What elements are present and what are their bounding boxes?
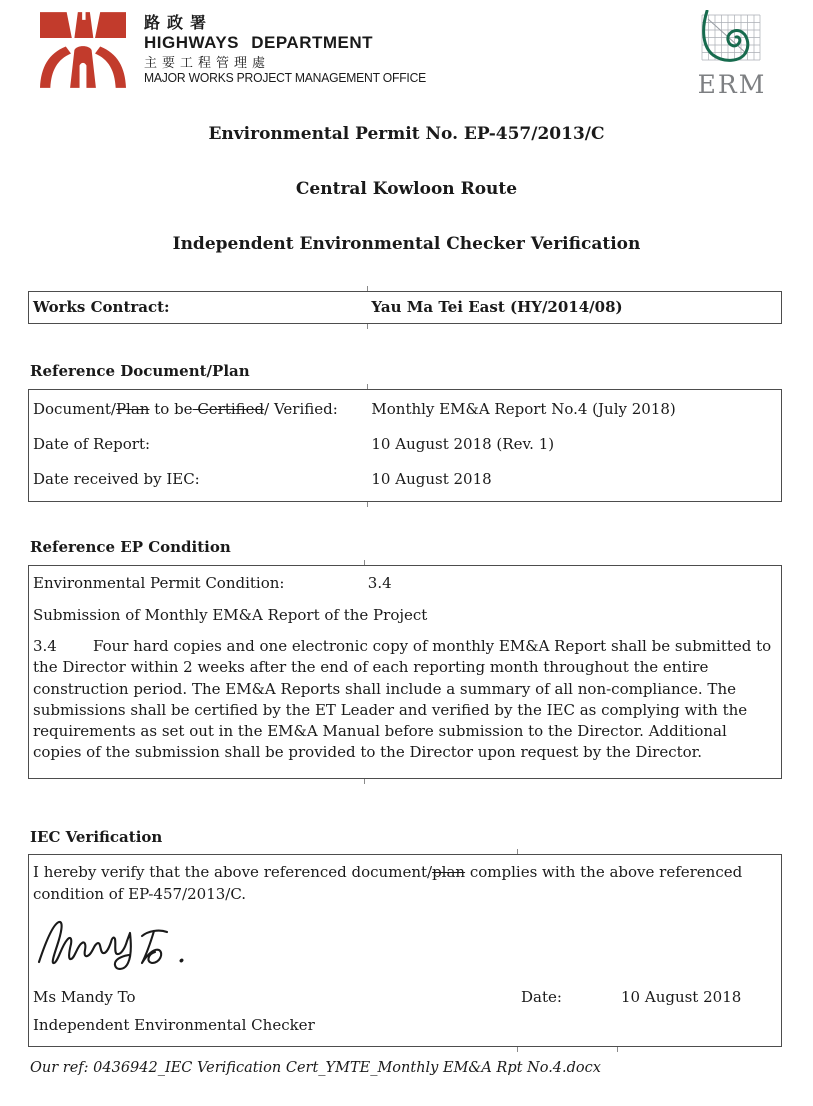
cell-divider-tick <box>617 1047 618 1052</box>
cell-divider-tick <box>517 849 518 854</box>
struck-word: Certified <box>192 400 265 418</box>
office-name-english: MAJOR WORKS PROJECT MANAGEMENT OFFICE <box>144 71 427 86</box>
date-received-label: Date received by IEC: <box>33 470 200 488</box>
verification-statement <box>29 862 773 906</box>
dept-name-chinese: 路政署 <box>144 15 214 32</box>
signatory-name: Ms Mandy To <box>33 988 136 1007</box>
cell-divider-tick <box>367 502 368 507</box>
cell-divider-tick <box>367 286 368 291</box>
ep-clause-text: Four hard copies and one electronic copy of monthly EM&A Report shall be submitted to the Director within 2 weeks after the end of each reporting month throughout the entire construction period. The EM&A Reports shall include a summary of all non-compliance. The submissions shall be certified by the ET Leader and verified by the IEC as complying with the requirements as set out in the EM&A Manual before submission to the Director. Additional copies of the submission shall be provided to the Director upon request by the Director. <box>33 637 772 762</box>
ep-condition-box <box>28 565 782 779</box>
label-text: Document/ <box>33 400 116 418</box>
label-text: to be <box>149 400 193 418</box>
iec-verification-heading: IEC Verification <box>30 827 163 846</box>
signature-image <box>35 914 225 974</box>
iec-verification-box <box>28 854 782 1048</box>
document-verified-row <box>29 392 781 427</box>
ep-condition-value: 3.4 <box>367 574 392 592</box>
erm-logo-text: ERM <box>697 70 767 99</box>
permit-number-title: Environmental Permit No. EP-457/2013/C <box>208 124 605 144</box>
document-verified-label <box>29 400 367 418</box>
struck-word: plan <box>432 862 466 881</box>
date-of-report-row <box>29 427 781 462</box>
signatory-title: Independent Environmental Checker <box>33 1016 315 1035</box>
date-value: 10 August 2018 <box>621 988 742 1007</box>
ep-clause-paragraph <box>29 636 773 764</box>
letterhead <box>0 0 813 98</box>
date-of-report-value: 10 August 2018 (Rev. 1) <box>371 435 555 453</box>
date-of-report-label: Date of Report: <box>33 435 151 453</box>
reference-document-table <box>28 389 782 502</box>
reference-document-heading: Reference Document/Plan <box>30 362 250 380</box>
signature-row <box>29 988 773 1009</box>
cell-divider-tick <box>364 560 365 565</box>
project-title: Central Kowloon Route <box>295 179 518 199</box>
department-name-block <box>144 8 435 92</box>
erm-logo-graphic-icon <box>697 10 767 66</box>
statement-text: I hereby verify that the above referenced document/ <box>33 862 433 881</box>
cell-divider-tick <box>364 779 365 784</box>
erm-logo <box>695 10 769 97</box>
works-contract-row <box>29 292 781 323</box>
ep-condition-row <box>29 574 773 592</box>
ep-condition-label: Environmental Permit Condition: <box>33 574 285 592</box>
works-contract-value: Yau Ma Tei East (HY/2014/08) <box>371 298 623 316</box>
struck-word: Plan <box>115 400 150 418</box>
cell-divider-tick <box>367 324 368 329</box>
reference-ep-heading: Reference EP Condition <box>30 538 231 556</box>
highways-department-block <box>40 8 435 92</box>
date-received-row <box>29 462 781 497</box>
cell-divider-tick <box>367 384 368 389</box>
office-name-chinese: 主要工程管理處 <box>144 54 271 70</box>
works-contract-table <box>28 291 782 324</box>
statement-text: complies with the above referenced condition of EP-457/2013/C. <box>33 862 743 903</box>
works-contract-label: Works Contract: <box>33 298 170 316</box>
dept-name-english: HIGHWAYS DEPARTMENT <box>144 33 374 53</box>
highways-department-logo-icon <box>40 8 126 92</box>
label-text: / Verified: <box>264 400 338 418</box>
cell-divider-tick <box>517 1047 518 1052</box>
our-ref-footer: Our ref: 0436942_IEC Verification Cert_YMTE_Monthly EM&A Rpt No.4.docx <box>30 1060 601 1077</box>
ep-subject-line: Submission of Monthly EM&A Report of the Project <box>33 606 428 624</box>
document-title: Independent Environmental Checker Verification <box>172 234 641 254</box>
date-received-value: 10 August 2018 <box>371 470 492 488</box>
date-label: Date: <box>521 988 562 1007</box>
ep-clause-number: 3.4 <box>33 637 57 655</box>
document-verified-value: Monthly EM&A Report No.4 (July 2018) <box>371 400 676 418</box>
